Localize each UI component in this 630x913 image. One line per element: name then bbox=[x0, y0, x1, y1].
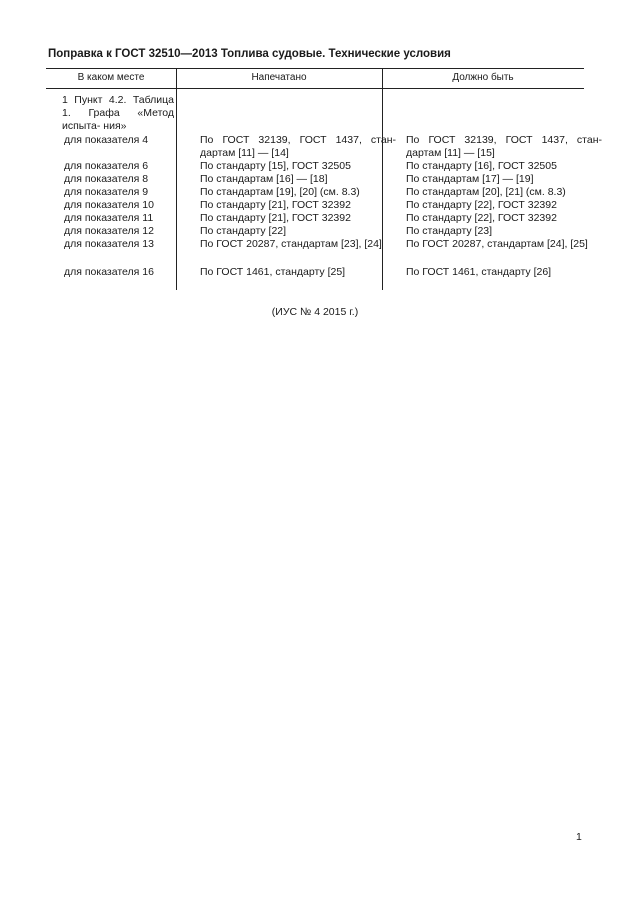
row-should-be: По стандартам [20], [21] (см. 8.3) bbox=[406, 186, 566, 198]
row-printed: По стандарту [15], ГОСТ 32505 bbox=[200, 160, 351, 172]
row-printed: По ГОСТ 32139, ГОСТ 1437, стан- дартам [11] — [14] bbox=[200, 134, 396, 159]
row-where: для показателя 12 bbox=[64, 225, 154, 237]
row-should-be: По стандартам [17] — [19] bbox=[406, 173, 534, 185]
row-where: для показателя 10 bbox=[64, 199, 154, 211]
row-should-be: По ГОСТ 20287, стандартам [24], [25] bbox=[406, 238, 588, 250]
footnote: (ИУС № 4 2015 г.) bbox=[271, 306, 359, 318]
row-where: для показателя 9 bbox=[64, 186, 149, 198]
row-where: для показателя 16 bbox=[64, 266, 154, 278]
header-printed: Напечатано bbox=[251, 72, 307, 83]
row-printed: По стандарту [21], ГОСТ 32392 bbox=[200, 199, 351, 211]
row-printed: По стандартам [19], [20] (см. 8.3) bbox=[200, 186, 360, 198]
row-where: для показателя 4 bbox=[64, 134, 149, 146]
row-should-be: По стандарту [16], ГОСТ 32505 bbox=[406, 160, 557, 172]
header-should-be: Должно быть bbox=[452, 72, 514, 83]
row-should-be: По ГОСТ 32139, ГОСТ 1437, стан- дартам [11] — [15] bbox=[406, 134, 602, 159]
header-where: В каком месте bbox=[77, 72, 145, 83]
row-where: для показателя 13 bbox=[64, 238, 154, 250]
correction-table bbox=[46, 68, 602, 290]
row-should-be: По стандарту [22], ГОСТ 32392 bbox=[406, 212, 557, 224]
row-should-be: По стандарту [23] bbox=[406, 225, 493, 237]
intro-text: 1 Пункт 4.2. Таблица 1. Графа «Метод испыта- ния» bbox=[62, 94, 174, 132]
row-printed: По ГОСТ 1461, стандарту [25] bbox=[200, 266, 346, 278]
row-should-be: По ГОСТ 1461, стандарту [26] bbox=[406, 266, 552, 278]
row-printed: По стандарту [21], ГОСТ 32392 bbox=[200, 212, 351, 224]
document-title: Поправка к ГОСТ 32510—2013 Топлива судовые. Технические условия bbox=[48, 48, 451, 60]
row-where: для показателя 11 bbox=[64, 212, 154, 224]
row-printed: По ГОСТ 20287, стандартам [23], [24] bbox=[200, 238, 382, 250]
table-top-rule bbox=[46, 68, 584, 69]
row-printed: По стандарту [22] bbox=[200, 225, 287, 237]
row-printed: По стандартам [16] — [18] bbox=[200, 173, 328, 185]
row-where: для показателя 8 bbox=[64, 173, 149, 185]
table-header-rule bbox=[46, 88, 584, 89]
row-should-be: По стандарту [22], ГОСТ 32392 bbox=[406, 199, 557, 211]
row-where: для показателя 6 bbox=[64, 160, 149, 172]
page-number: 1 bbox=[576, 831, 582, 843]
